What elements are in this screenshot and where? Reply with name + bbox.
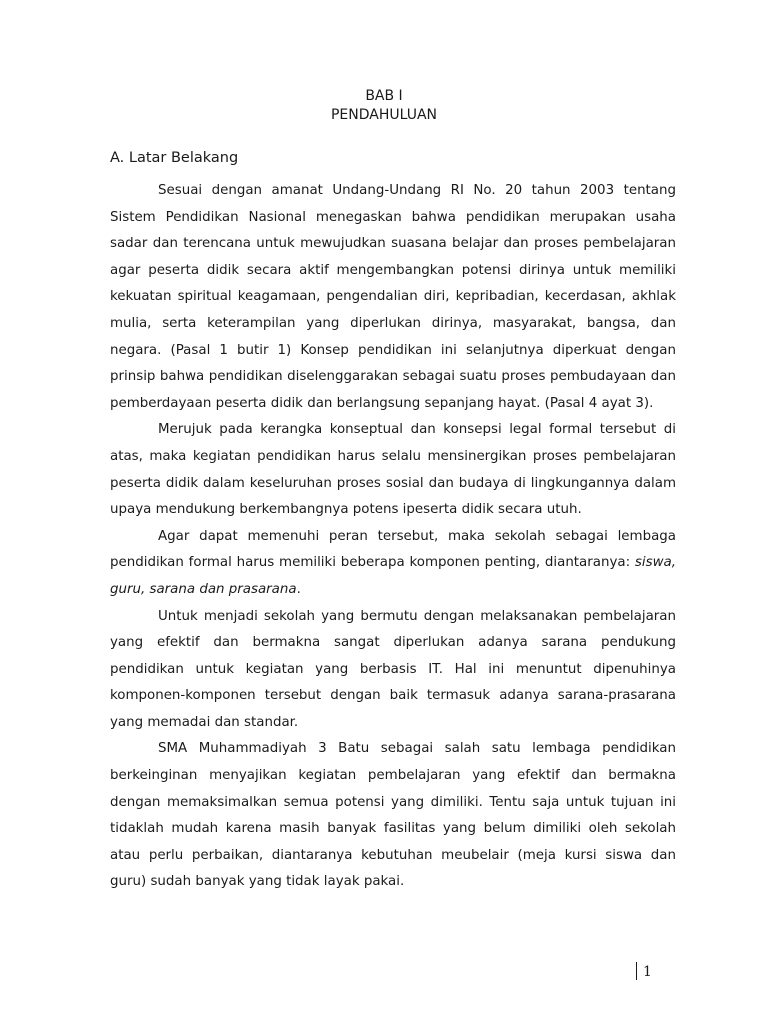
paragraph-1: Sesuai dengan amanat Undang-Undang RI No. 20 tahun 2003 tentang Sistem Pendidikan Nasional menegaskan bahwa pendidikan merupakan usaha sadar dan terencana untuk mewujudkan suasana belajar dan proses pembelajaran agar peserta didik secara aktif mengembangkan potensi dirinya untuk memiliki kekuatan spiritual keagamaan, pengendalian diri, kepribadian, kecerdasan, akhlak mulia, serta keterampilan yang diperlukan dirinya, masyarakat, bangsa, dan negara. (Pasal 1 butir 1) Konsep pendidikan ini selanjutnya diperkuat dengan prinsip bahwa pendidikan diselenggarakan sebagai suatu proses pembudayaan dan pemberdayaan peserta didik dan berlangsung sepanjang hayat. (Pasal 4 ayat 3). xyxy=(110,183,676,411)
paragraph-5: SMA Muhammadiyah 3 Batu sebagai salah satu lembaga pendidikan berkeinginan menyajikan kegiatan pembelajaran yang efektif dan bermakna dengan memaksimalkan semua potensi yang dimiliki. Tentu saja untuk tujuan ini tidaklah mudah karena masih banyak fasilitas yang belum dimiliki oleh sekolah atau perlu perbaikan, diantaranya kebutuhan meubelair (meja kursi siswa dan guru) sudah banyak yang tidak layak pakai. xyxy=(110,741,676,890)
paragraph-2: Merujuk pada kerangka konseptual dan konsepsi legal formal tersebut di atas, maka kegiatan pendidikan harus selalu mensinergikan proses pembelajaran peserta didik dalam keseluruhan proses sosial dan budaya di lingkungannya dalam upaya mendukung berkembangnya potens ipeserta didik secara utuh. xyxy=(110,422,676,518)
paragraph-3-end: . xyxy=(296,581,301,597)
page-number xyxy=(636,962,652,982)
paragraph-3-italic-list: siswa, guru, sarana dan prasarana xyxy=(110,555,676,597)
document-body xyxy=(110,178,676,896)
section-heading: A. Latar Belakang xyxy=(110,150,239,166)
page-number-value: 1 xyxy=(643,964,652,980)
chapter-number: BAB I xyxy=(365,88,403,104)
paragraph-3 xyxy=(110,524,676,604)
page-number-divider xyxy=(636,962,637,980)
paragraph-3-text: Agar dapat memenuhi peran tersebut, maka sekolah sebagai lembaga pendidikan formal harus memiliki beberapa komponen penting, diantaranya: xyxy=(110,528,676,571)
chapter-title: PENDAHULUAN xyxy=(330,107,438,123)
paragraph-4: Untuk menjadi sekolah yang bermutu dengan melaksanakan pembelajaran yang efektif dan bermakna sangat diperlukan adanya sarana pendukung pendidikan untuk kegiatan yang berbasis IT. Hal ini menuntut dipenuhinya komponen-komponen tersebut dengan baik termasuk adanya sarana-prasarana yang memadai dan standar. xyxy=(110,608,676,730)
